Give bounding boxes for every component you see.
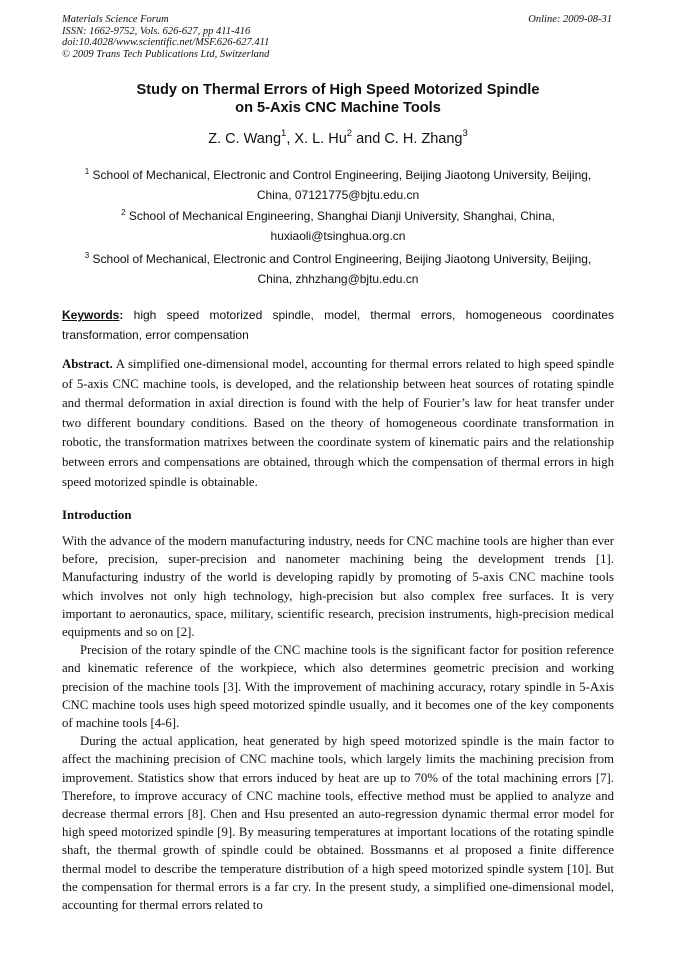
- journal-header: [62, 14, 269, 60]
- paragraph: Precision of the rotary spindle of the CNC machine tools is the significant factor for position reference and kinematic reference of the workpiece, which also determines geometric precision and working precision of the machine tools [3]. With the improvement of machining accuracy, rotary spindle in 5-Axis CNC machine tools uses high speed motorized spindle usually, and it becomes one of the key components of machine tools [4-6].: [62, 643, 614, 731]
- keywords-label: Keywords: [62, 308, 120, 322]
- affiliation-1: [70, 166, 606, 205]
- paragraph: During the actual application, heat generated by high speed motorized spindle is the main factor to affect the machining precision of CNC machine tools, which largely limits the machining precision from improvement. Statistics show that errors induced by heat are up to 70% of the total machining errors [7]. Therefore, to improve accuracy of CNC machine tools, effective method must be applied to analyze and decrease thermal errors [8]. Chen and Hsu presented an auto-regression dynamic thermal error model for high speed motorized spindle [9]. By measuring temperatures at important locations of the rotating spindle shaft, the thermal growth of spindle could be obtained. Bossmanns et al proposed a finite difference thermal model to describe the temperature distribution of a high speed motorized spindle system [10]. But the compensation for thermal errors is a far cry. In the present study, a simplified one-dimensional model, accounting for thermal errors related to: [62, 734, 614, 913]
- author-list: [62, 130, 614, 148]
- affiliation-number: 1: [84, 167, 90, 176]
- affiliation-number: 3: [84, 251, 90, 260]
- affiliation-text: School of Mechanical Engineering, Shanghai Dianji University, Shanghai, China,: [128, 209, 555, 223]
- abstract-text: A simplified one-dimensional model, accounting for thermal errors related to high speed spindle of 5-axis CNC machine tools, is developed, and the relationship between heat sources of rotating spindle and thermal deformation in axial direction is found with the help of Fourier’s law for heat transfer under two different boundary conditions. Based on the theory of homogeneous coordinate transformation in robotic, the transformation matrixes between the coordinate system of kinematic pairs and the relationship between errors and compensations are obtained, through which the compensation of thermal errors in high speed motorized spindle is obtainable.: [62, 357, 614, 489]
- affiliation-text: School of Mechanical, Electronic and Control Engineering, Beijing Jiaotong University, Beijing,: [92, 252, 592, 266]
- keywords-text: high speed motorized spindle, model, thermal errors, homogeneous coordinates transformation, error compensation: [62, 308, 615, 342]
- keywords-colon: :: [119, 308, 124, 322]
- abstract-label: Abstract.: [62, 357, 113, 371]
- author-name: X. L. Hu: [294, 131, 347, 147]
- introduction-body: [62, 532, 614, 914]
- author-name: C. H. Zhang: [384, 131, 463, 147]
- affiliation-3: [70, 250, 606, 289]
- author-affiliation-mark: 3: [462, 128, 468, 139]
- paper-title: [62, 82, 614, 117]
- author-name: Z. C. Wang: [208, 131, 282, 147]
- doi-line: doi:10.4028/www.scientific.net/MSF.626-627.411: [62, 37, 270, 48]
- affiliation-2: [70, 207, 606, 246]
- paragraph: With the advance of the modern manufacturing industry, needs for CNC machine tools are higher than ever before, precision, super-precision and nanometer machining being the development trends [1]. Manufacturing industry of the world is developing rapidly by promoting of 5-axis CNC machine tools which involves not only high technology, high-precision but also complex free surfaces. It is very important to aeronautics, space, military, scientific research, precision instruments, high-precision medical equipments and so on [2].: [62, 534, 614, 640]
- author-affiliation-mark: 2: [346, 128, 353, 139]
- online-date: Online: 2009-08-31: [528, 14, 612, 25]
- affiliation-number: 2: [121, 208, 126, 217]
- copyright-line: © 2009 Trans Tech Publications Ltd, Switzerland: [62, 48, 270, 60]
- affiliation-text: School of Mechanical, Electronic and Control Engineering, Beijing Jiaotong University, Beijing,: [92, 168, 592, 182]
- journal-name: Materials Science Forum: [62, 14, 169, 25]
- title-line-2: on 5-Axis CNC Machine Tools: [235, 99, 441, 116]
- author-separator: and: [352, 131, 385, 147]
- author-affiliation-mark: 1: [281, 128, 287, 139]
- author-separator: ,: [286, 131, 295, 147]
- keywords-section: [62, 306, 614, 345]
- affiliation-email-line: China, 07121775@bjtu.edu.cn: [256, 187, 420, 202]
- affiliation-email-line: huxiaoli@tsinghua.org.cn: [270, 228, 406, 243]
- affiliation-email-line: China, zhhzhang@bjtu.edu.cn: [257, 271, 419, 286]
- abstract-section: [62, 355, 614, 492]
- issn-line: ISSN: 1662-9752, Vols. 626-627, pp 411-416: [62, 25, 251, 37]
- introduction-heading: Introduction: [62, 508, 132, 522]
- title-line-1: Study on Thermal Errors of High Speed Motorized Spindle: [136, 82, 540, 98]
